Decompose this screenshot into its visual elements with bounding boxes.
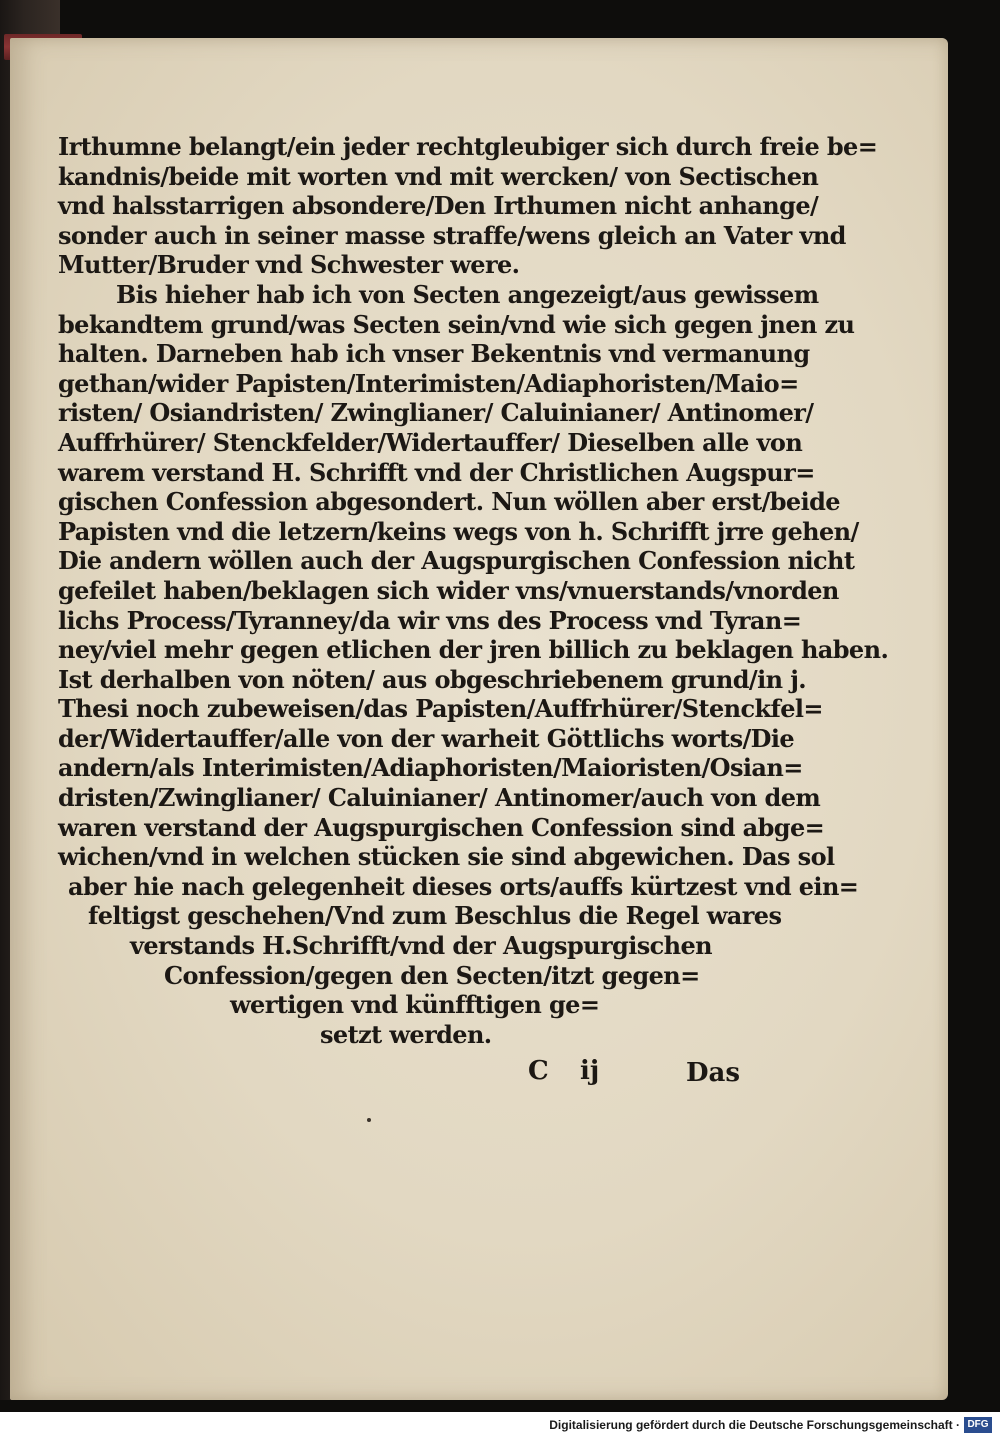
- text-line: vnd halsstarrigen absondere/Den Irthumen nicht anhange/: [58, 191, 819, 221]
- text-line: Mutter/Bruder vnd Schwester were.: [58, 250, 520, 280]
- page-text: [58, 132, 889, 1049]
- funding-credit: Digitalisierung gefördert durch die Deutsche Forschungsgemeinschaft ·: [549, 1418, 960, 1432]
- text-line: kandnis/beide mit worten vnd mit wercken/ von Sectischen: [58, 161, 819, 191]
- text-line: Bis hieher hab ich von Secten angezeigt/aus gewissem: [116, 279, 819, 309]
- text-line: sonder auch in seiner masse straffe/wens gleich an Vater vnd: [58, 220, 846, 250]
- credit-bar: [0, 1412, 1000, 1441]
- text-line: waren verstand der Augspurgischen Confession sind abge=: [58, 812, 825, 842]
- text-line: verstands H.Schrifft/vnd der Augspurgischen: [130, 931, 713, 961]
- page-footer: [528, 1056, 748, 1090]
- text-line: bekandtem grund/was Secten sein/vnd wie sich gegen jnen zu: [58, 309, 855, 339]
- text-line: Auffrhürer/ Stenckfelder/Widertauffer/ Dieselben alle von: [58, 427, 803, 457]
- ink-spot: [367, 1118, 371, 1122]
- dfg-logo: DFG: [964, 1417, 992, 1433]
- text-line: halten. Darneben hab ich vnser Bekentnis vnd vermanung: [58, 339, 810, 369]
- text-line: risten/ Osiandristen/ Zwinglianer/ Caluinianer/ Antinomer/: [58, 398, 814, 428]
- text-line: gefeilet haben/beklagen sich wider vns/vnuerstands/vnorden: [58, 575, 839, 605]
- text-line: Papisten vnd die letzern/keins wegs von h. Schrifft jrre gehen/: [58, 516, 859, 546]
- text-line: Die andern wöllen auch der Augspurgischen Confession nicht: [58, 546, 855, 576]
- text-line: Thesi noch zubeweisen/das Papisten/Auffrhürer/Stenckfel=: [58, 694, 823, 724]
- text-line: gischen Confession abgesondert. Nun wöllen aber erst/beide: [58, 487, 840, 517]
- text-line: ney/viel mehr gegen etlichen der jren billich zu beklagen haben.: [58, 635, 889, 665]
- text-line: setzt werden.: [320, 1019, 492, 1049]
- text-line: Irthumne belangt/ein jeder rechtgleubiger sich durch freie be=: [58, 132, 878, 161]
- text-line: lichs Process/Tyranney/da wir vns des Process vnd Tyran=: [58, 605, 802, 635]
- text-line: warem verstand H. Schrifft vnd der Christlichen Augspur=: [58, 457, 815, 487]
- text-line: dristen/Zwinglianer/ Caluinianer/ Antinomer/auch von dem: [58, 783, 821, 813]
- text-line: andern/als Interimisten/Adiaphoristen/Maioristen/Osian=: [58, 753, 803, 783]
- text-line: wichen/vnd in welchen stücken sie sind abgewichen. Das sol: [58, 842, 835, 872]
- text-line: Ist derhalben von nöten/ aus obgeschriebenem grund/in j.: [58, 664, 807, 694]
- text-line: der/Widertauffer/alle von der warheit Göttlichs worts/Die: [58, 723, 795, 753]
- text-line: gethan/wider Papisten/Interimisten/Adiaphoristen/Maio=: [58, 368, 799, 398]
- text-line: Confession/gegen den Secten/itzt gegen=: [164, 960, 700, 990]
- text-line: feltigst geschehen/Vnd zum Beschlus die Regel wares: [88, 901, 782, 931]
- text-line: wertigen vnd künfftigen ge=: [230, 990, 600, 1020]
- text-line: aber hie nach gelegenheit dieses orts/auffs kürtzest vnd ein=: [68, 871, 859, 901]
- signature-mark-numeral: ij: [580, 1056, 600, 1086]
- signature-mark-letter: C: [528, 1056, 549, 1086]
- catchword: Das: [686, 1058, 741, 1088]
